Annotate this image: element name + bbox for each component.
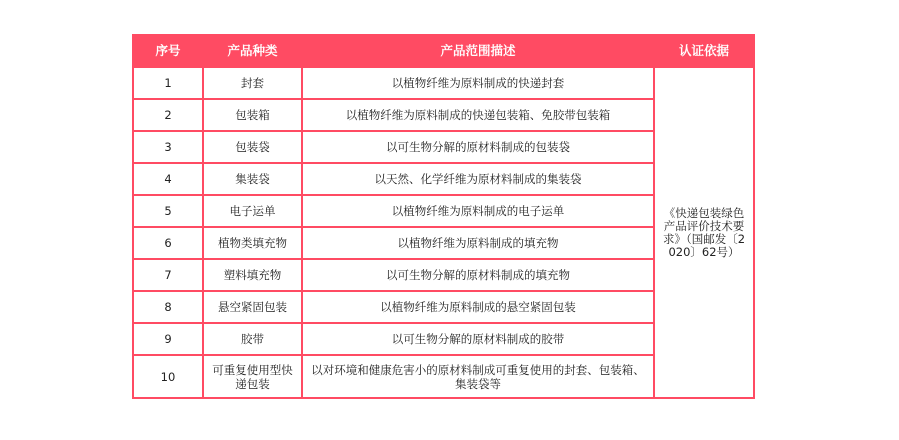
cell-product-scope: 以可生物分解的原材料制成的包装袋 xyxy=(302,131,654,163)
cell-serial-no: 1 xyxy=(133,67,203,99)
cell-product-type: 悬空紧固包装 xyxy=(203,291,302,323)
cell-product-type: 可重复使用型快递包装 xyxy=(203,355,302,398)
certification-table xyxy=(132,34,755,399)
cell-product-scope: 以可生物分解的原材料制成的胶带 xyxy=(302,323,654,355)
cell-serial-no: 10 xyxy=(133,355,203,398)
cell-product-type: 包装袋 xyxy=(203,131,302,163)
cell-serial-no: 7 xyxy=(133,259,203,291)
cell-serial-no: 2 xyxy=(133,99,203,131)
cell-serial-no: 8 xyxy=(133,291,203,323)
cell-serial-no: 6 xyxy=(133,227,203,259)
cell-product-type: 封套 xyxy=(203,67,302,99)
header-certification-basis: 认证依据 xyxy=(654,35,754,67)
header-product-scope: 产品范围描述 xyxy=(302,35,654,67)
cell-product-type: 包装箱 xyxy=(203,99,302,131)
cell-product-scope: 以植物纤维为原料制成的悬空紧固包装 xyxy=(302,291,654,323)
cell-product-scope: 以天然、化学纤维为原材料制成的集装袋 xyxy=(302,163,654,195)
cell-product-scope: 以对环境和健康危害小的原材料制成可重复使用的封套、包装箱、集装袋等 xyxy=(302,355,654,398)
cell-product-scope: 以植物纤维为原料制成的电子运单 xyxy=(302,195,654,227)
cell-product-type: 植物类填充物 xyxy=(203,227,302,259)
table-header-row xyxy=(133,35,754,67)
cell-serial-no: 3 xyxy=(133,131,203,163)
cell-serial-no: 9 xyxy=(133,323,203,355)
cell-product-type: 电子运单 xyxy=(203,195,302,227)
cell-product-type: 塑料填充物 xyxy=(203,259,302,291)
table-row xyxy=(133,67,754,99)
cell-product-scope: 以植物纤维为原料制成的快递封套 xyxy=(302,67,654,99)
cell-serial-no: 4 xyxy=(133,163,203,195)
cell-product-type: 胶带 xyxy=(203,323,302,355)
cell-product-scope: 以植物纤维为原料制成的填充物 xyxy=(302,227,654,259)
cell-product-type: 集装袋 xyxy=(203,163,302,195)
header-product-type: 产品种类 xyxy=(203,35,302,67)
cell-certification-basis: 《快递包装绿色产品评价技术要求》（国邮发〔2020〕62号） xyxy=(654,67,754,398)
cell-product-scope: 以植物纤维为原料制成的快递包装箱、免胶带包装箱 xyxy=(302,99,654,131)
cell-serial-no: 5 xyxy=(133,195,203,227)
header-serial-no: 序号 xyxy=(133,35,203,67)
cell-product-scope: 以可生物分解的原材料制成的填充物 xyxy=(302,259,654,291)
